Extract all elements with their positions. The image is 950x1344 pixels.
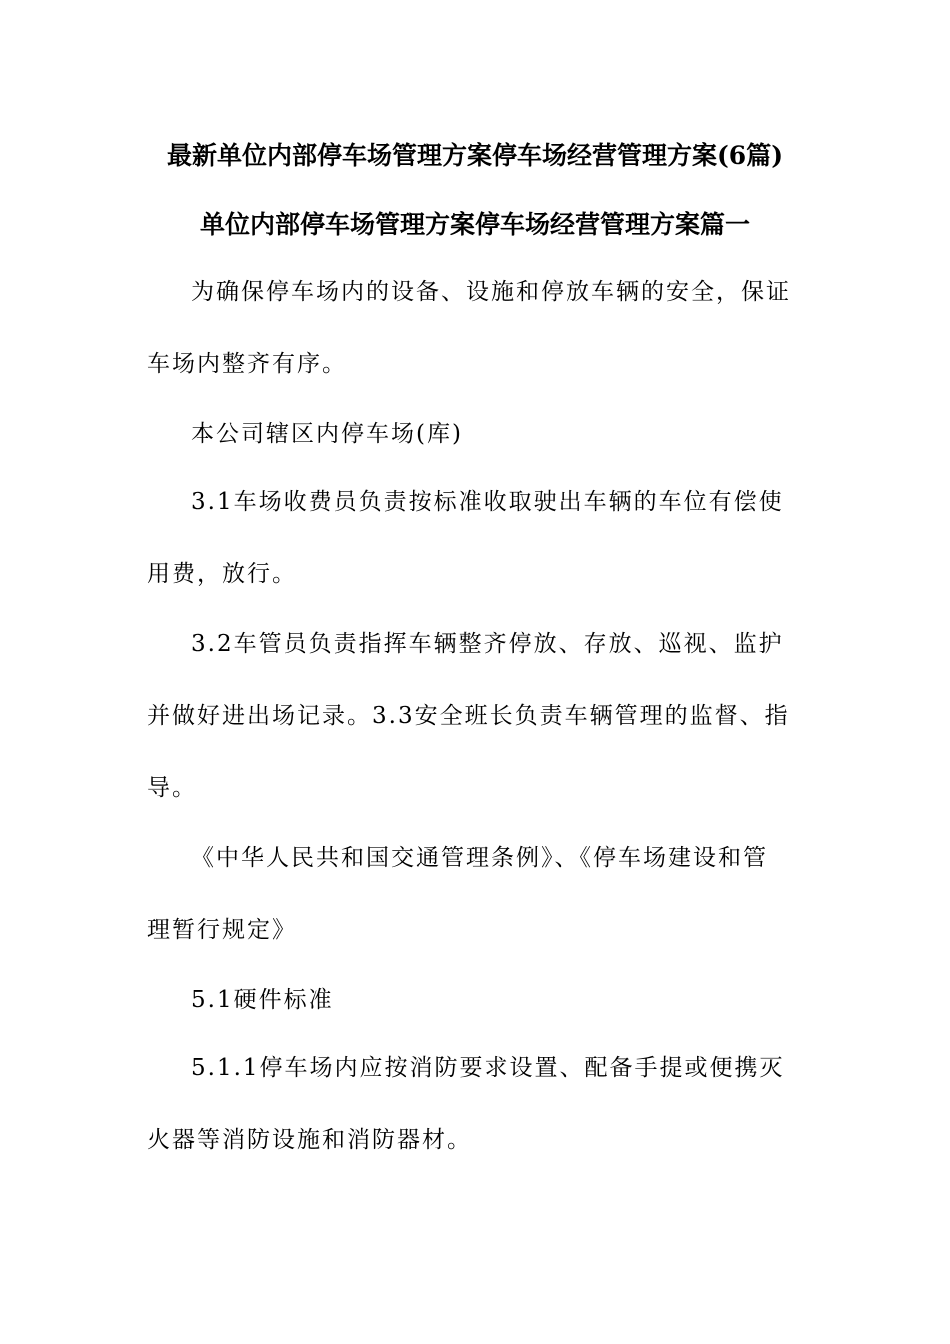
paragraph-line: 车场内整齐有序。 [147,351,347,377]
paragraph-line: 3.2车管员负责指挥车辆整齐停放、存放、巡视、监护 [191,631,784,657]
paragraph-line: 火器等消防设施和消防器材。 [147,1127,472,1153]
paragraph-line: 5.1.1停车场内应按消防要求设置、配备手提或便携灭 [191,1055,785,1081]
paragraph-line: 导。 [147,775,197,801]
paragraph-5-1 [147,964,807,1036]
paragraph-3-2 [147,608,807,824]
paragraph-line: 3.1车场收费员负责按标准收取驶出车辆的车位有偿使 [191,489,784,515]
paragraph-3-1 [147,466,807,610]
paragraph-5-1-1 [147,1032,807,1176]
paragraph-line: 5.1硬件标准 [191,987,334,1013]
paragraph-line: 用费，放行。 [147,561,297,587]
paragraph-line: 为确保停车场内的设备、设施和停放车辆的安全，保证 [191,279,791,305]
paragraph-line: 理暂行规定》 [147,917,297,943]
section-heading: 单位内部停车场管理方案停车场经营管理方案篇一 [199,210,750,239]
paragraph-purpose [147,256,807,400]
document-title: 最新单位内部停车场管理方案停车场经营管理方案(6篇) [166,141,784,170]
paragraph-scope [147,398,807,470]
paragraph-references [147,822,807,966]
paragraph-line: 《中华人民共和国交通管理条例》、《停车场建设和管 [191,845,768,871]
paragraph-line: 并做好进出场记录。3.3安全班长负责车辆管理的监督、指 [147,703,790,729]
paragraph-line: 本公司辖区内停车场(库) [191,421,463,447]
